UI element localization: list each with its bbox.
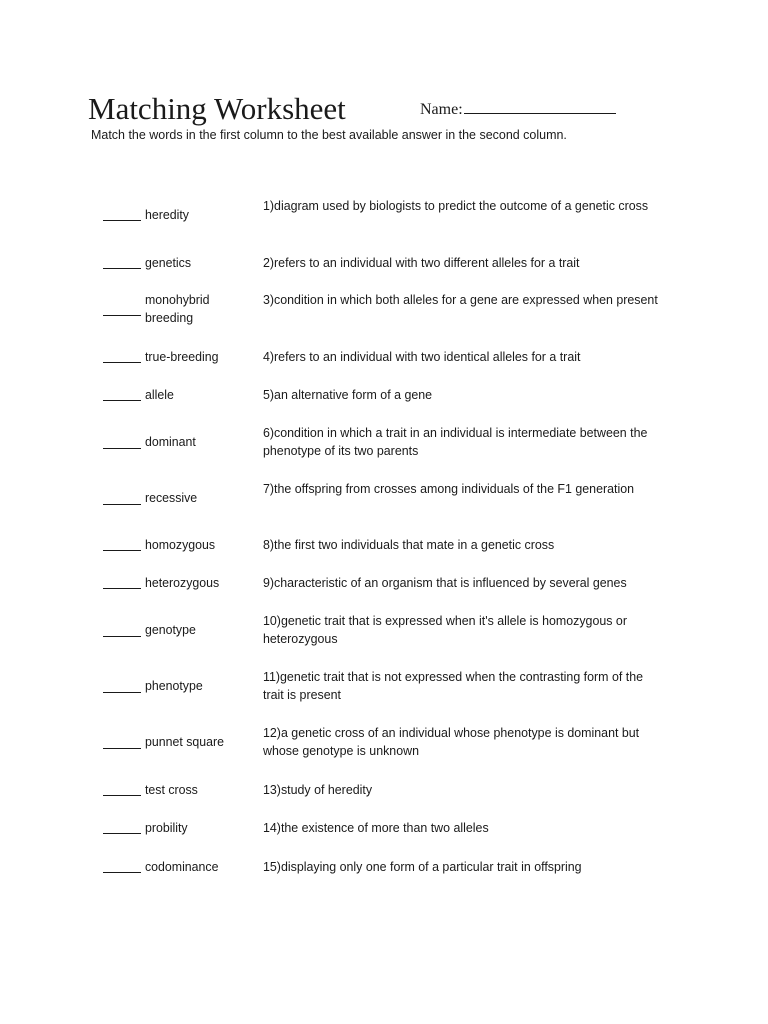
definition-text: 15)displaying only one form of a particular trait in offspring [263,859,582,874]
name-label: Name: [420,101,463,118]
definition-text: 2)refers to an individual with two different alleles for a trait [263,255,580,270]
answer-blank[interactable] [103,872,141,873]
definition-text: 3)condition in which both alleles for a gene are expressed when present [263,292,658,307]
answer-blank[interactable] [103,220,141,221]
answer-blank[interactable] [103,268,141,269]
definition-text: 12)a genetic cross of an individual whose phenotype is dominant but whose genotype is unknown [263,725,640,758]
term-label: genetics [145,255,192,270]
term-label: phenotype [145,678,203,693]
definition-text: 14)the existence of more than two alleles [263,820,489,835]
definition-text: 7)the offspring from crosses among individuals of the F1 generation [263,481,635,496]
term-label: probility [145,820,188,835]
definition-text: 4)refers to an individual with two identical alleles for a trait [263,349,581,364]
instructions: Match the words in the first column to the best available answer in the second column. [91,127,567,142]
term-label: codominance [145,859,219,874]
term-label: heredity [145,207,189,222]
definition-text: 9)characteristic of an organism that is influenced by several genes [263,575,627,590]
definition-text: 10)genetic trait that is expressed when it's allele is homozygous or heterozygous [263,613,627,646]
term-label: allele [145,387,174,402]
answer-blank[interactable] [103,588,141,589]
term-label: recessive [145,490,198,505]
answer-blank[interactable] [103,550,141,551]
definition-text: 11)genetic trait that is not expressed when the contrasting form of the trait is present [263,669,644,702]
term-label: true-breeding [145,349,219,364]
term-label: test cross [145,782,198,797]
answer-blank[interactable] [103,362,141,363]
term-label: heterozygous [145,575,220,590]
term-label: dominant [145,434,196,449]
term-label: genotype [145,622,196,637]
term-label: punnet square [145,734,224,749]
answer-blank[interactable] [103,315,141,316]
answer-blank[interactable] [103,400,141,401]
term-label: monohybrid breeding [145,292,210,325]
answer-blank[interactable] [103,833,141,834]
answer-blank[interactable] [103,795,141,796]
answer-blank[interactable] [103,504,141,505]
definition-text: 13)study of heredity [263,782,373,797]
answer-blank[interactable] [103,636,141,637]
worksheet-title: Matching Worksheet [88,91,346,126]
definition-text: 8)the first two individuals that mate in a genetic cross [263,537,555,552]
definition-text: 6)condition in which a trait in an individual is intermediate between the phenotype of its two parents [263,425,648,458]
answer-blank[interactable] [103,448,141,449]
definition-text: 5)an alternative form of a gene [263,387,433,402]
answer-blank[interactable] [103,748,141,749]
definition-text: 1)diagram used by biologists to predict the outcome of a genetic cross [263,198,649,213]
answer-blank[interactable] [103,692,141,693]
term-label: homozygous [145,537,216,552]
